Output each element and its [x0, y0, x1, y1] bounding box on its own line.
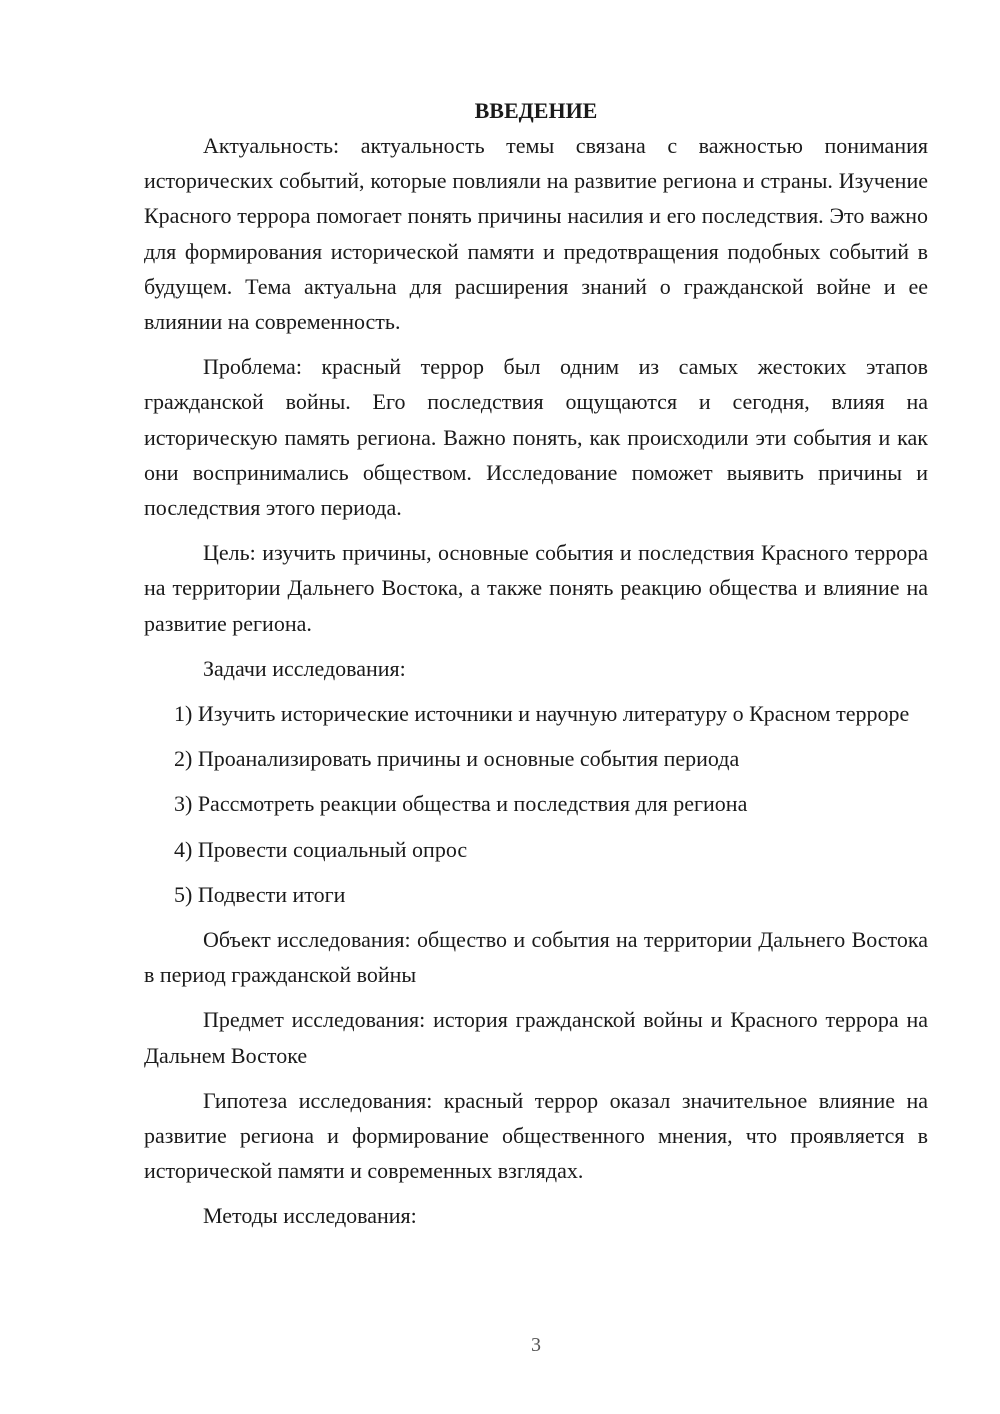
section-title: ВВЕДЕНИЕ: [474, 98, 598, 123]
task-item: 1) Изучить исторические источники и научную литературу о Красном терроре: [174, 701, 910, 727]
tasks-heading: Задачи исследования:: [203, 655, 406, 681]
paragraph-subject: Предмет исследования: история гражданской войны и Красного террора на Дальнем Востоке: [144, 1007, 928, 1068]
paragraph-relevance: Актуальность: актуальность темы связана с важностью понимания исторических событий, которые повлияли на развитие региона и страны. Изучение Красного террора помогает понять причины насилия и его последствия. Это важно для формирования исторической памяти и предотвращения подобных событий в будущем. Тема актуальна для расширения знаний о гражданской войне и ее влиянии на современность.: [144, 133, 928, 335]
task-item: 3) Рассмотреть реакции общества и последствия для региона: [174, 791, 748, 817]
task-item: 4) Провести социальный опрос: [174, 836, 468, 862]
task-item: 5) Подвести итоги: [174, 881, 346, 907]
paragraph-object: Объект исследования: общество и события на территории Дальнего Востока в период гражданской войны: [144, 927, 928, 988]
paragraph-goal: Цель: изучить причины, основные события и последствия Красного террора на территории Дальнего Востока, а также понять реакцию общества и влияние на развитие региона.: [144, 540, 928, 636]
methods-heading: Методы исследования:: [203, 1203, 417, 1229]
task-item: 2) Проанализировать причины и основные события периода: [174, 746, 740, 772]
tasks-list: [144, 696, 928, 912]
paragraph-problem: Проблема: красный террор был одним из самых жестоких этапов гражданской войны. Его последствия ощущаются и сегодня, влияя на историческую память региона. Важно понять, как происходили эти события и как они воспринимались обществом. Исследование поможет выявить причины и последствия этого периода.: [144, 354, 928, 521]
paragraph-hypothesis: Гипотеза исследования: красный террор оказал значительное влияние на развитие региона и формирование общественного мнения, что проявляется в исторической памяти и современных взглядах.: [144, 1087, 928, 1184]
document-page: [144, 94, 928, 1244]
page-number: 3: [531, 1334, 541, 1356]
